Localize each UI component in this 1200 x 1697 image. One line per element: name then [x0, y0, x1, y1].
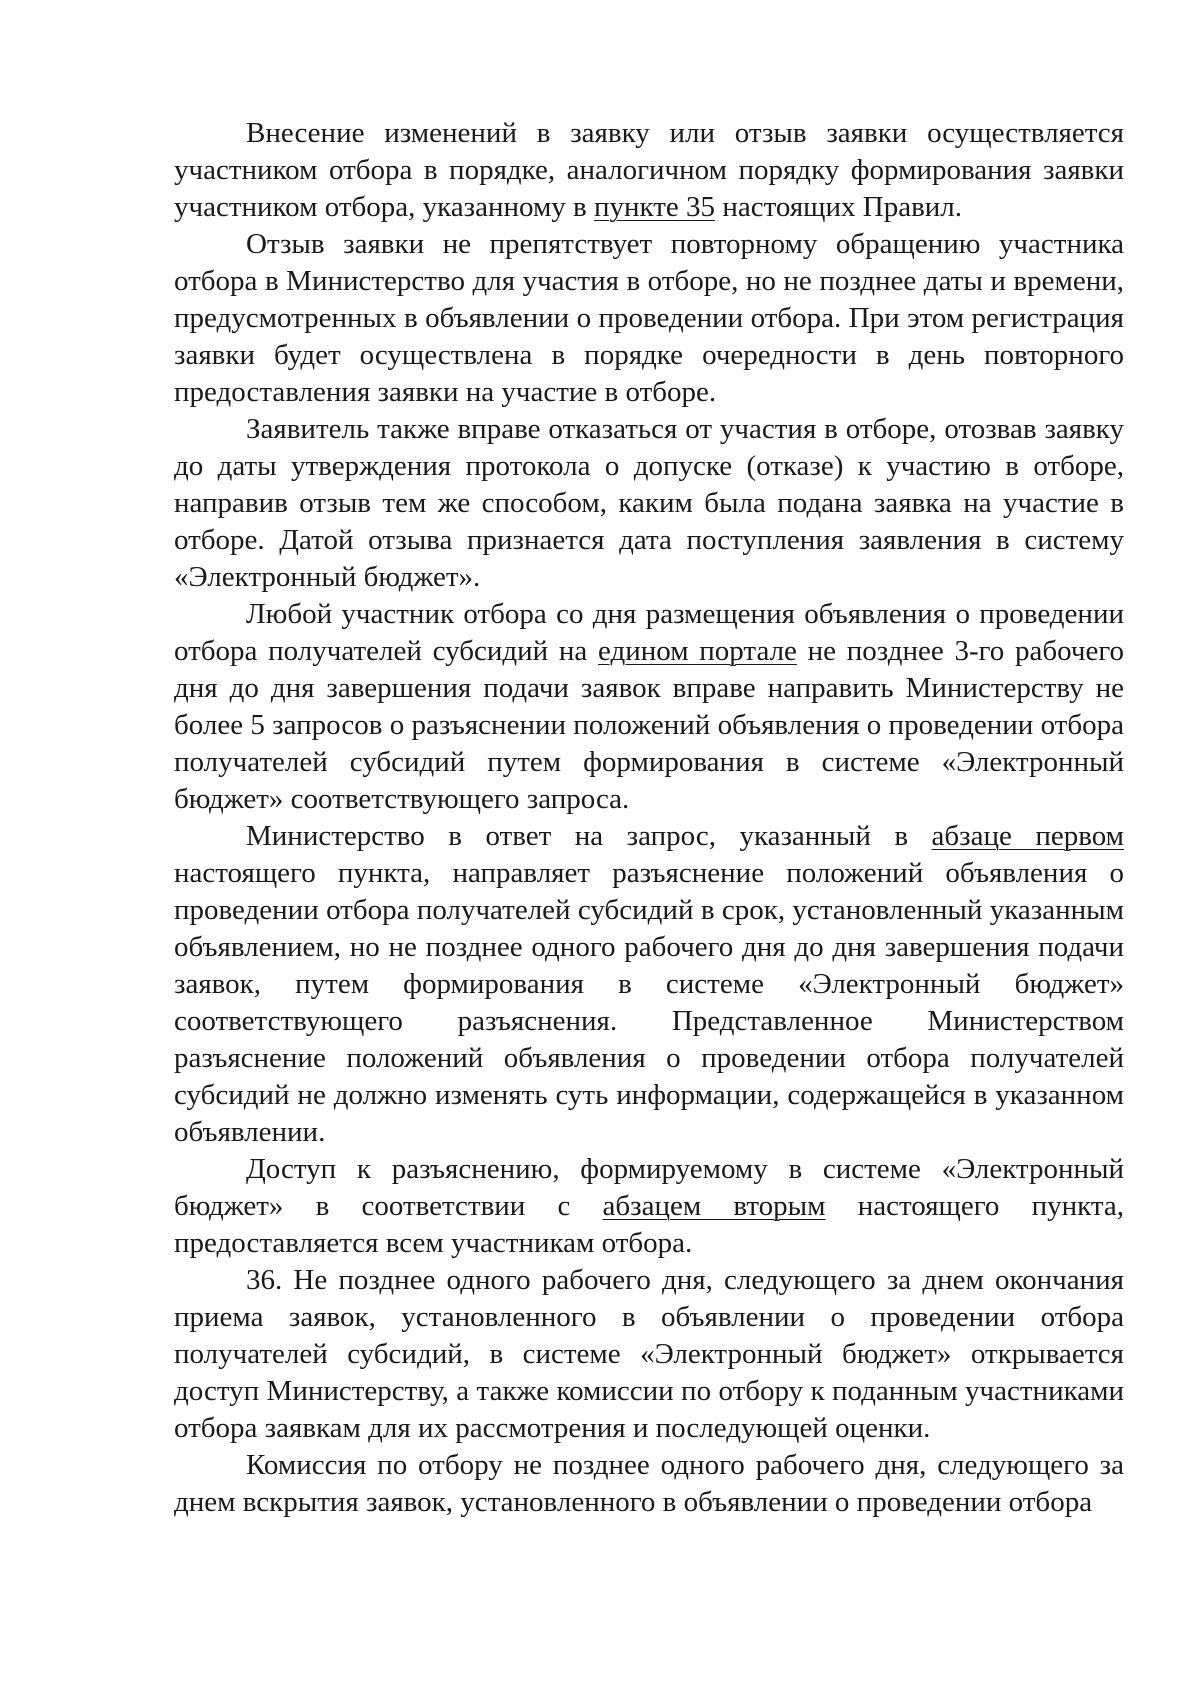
paragraph-ministry-response [174, 818, 1124, 1151]
paragraph-text: Любой участник отбора со дня размещения объявления о проведении отбора получателей субсидий на [174, 598, 1124, 667]
paragraph-clarification-requests [174, 596, 1124, 818]
link-unified-portal[interactable]: едином портале [597, 635, 797, 667]
link-second-paragraph[interactable]: абзацем вторым [602, 1190, 826, 1222]
paragraph-text: Внесение изменений в заявку или отзыв заявки осуществляется участником отбора в порядке, аналогичном порядку формирования заявки участником отбора, указанному в [174, 117, 1124, 223]
paragraph-withdrawal-changes [174, 115, 1124, 226]
paragraph-text: настоящего пункта, направляет разъяснение положений объявления о проведении отбора получателей субсидий в срок, установленный указанным объявлением, но не позднее одного рабочего дня до дня завершения подачи заявок, путем формирования в системе «Электронный бюджет» соответствующего разъяснения. Представленное Министерством разъяснение положений объявления о проведении отбора получателей субсидий не должно изменять суть информации, содержащейся в указанном объявлении. [174, 857, 1124, 1148]
link-first-paragraph[interactable]: абзаце первом [931, 820, 1125, 852]
paragraph-text: настоящих Правил. [715, 191, 963, 223]
link-clause-35[interactable]: пункте 35 [594, 191, 716, 223]
document-page [174, 115, 1124, 1521]
paragraph-text: настоящего пункта, предоставляется всем участникам отбора. [174, 1190, 1124, 1259]
paragraph-commission: Комиссия по отбору не позднее одного рабочего дня, следующего за днем вскрытия заявок, установленного в объявлении о проведении отбора [174, 1449, 1124, 1518]
paragraph-text: Министерство в ответ на запрос, указанный в [246, 820, 932, 852]
paragraph-text: не позднее 3-го рабочего дня до дня завершения подачи заявок вправе направить Министерству не более 5 запросов о разъяснении положений объявления о проведении отбора получателей субсидий путем формирования в системе «Электронный бюджет» соответствующего запроса. [174, 635, 1125, 815]
paragraph-text: Доступ к разъяснению, формируемому в системе «Электронный бюджет» в соответствии с [174, 1153, 1124, 1222]
paragraph-clause-36: 36. Не позднее одного рабочего дня, следующего за днем окончания приема заявок, установленного в объявлении о проведении отбора получателей субсидий, в системе «Электронный бюджет» открывается доступ Министерству, а также комиссии по отбору к поданным участниками отбора заявкам для их рассмотрения и последующей оценки. [174, 1264, 1124, 1444]
paragraph-withdrawal-reapply: Отзыв заявки не препятствует повторному обращению участника отбора в Министерство для участия в отборе, но не позднее даты и времени, предусмотренных в объявлении о проведении отбора. При этом регистрация заявки будет осуществлена в порядке очередности в день повторного предоставления заявки на участие в отборе. [174, 228, 1124, 408]
paragraph-clarification-access [174, 1151, 1124, 1262]
paragraph-applicant-refusal: Заявитель также вправе отказаться от участия в отборе, отозвав заявку до даты утверждения протокола о допуске (отказе) к участию в отборе, направив отзыв тем же способом, каким была подана заявка на участие в отборе. Датой отзыва признается дата поступления заявления в систему «Электронный бюджет». [174, 413, 1124, 593]
